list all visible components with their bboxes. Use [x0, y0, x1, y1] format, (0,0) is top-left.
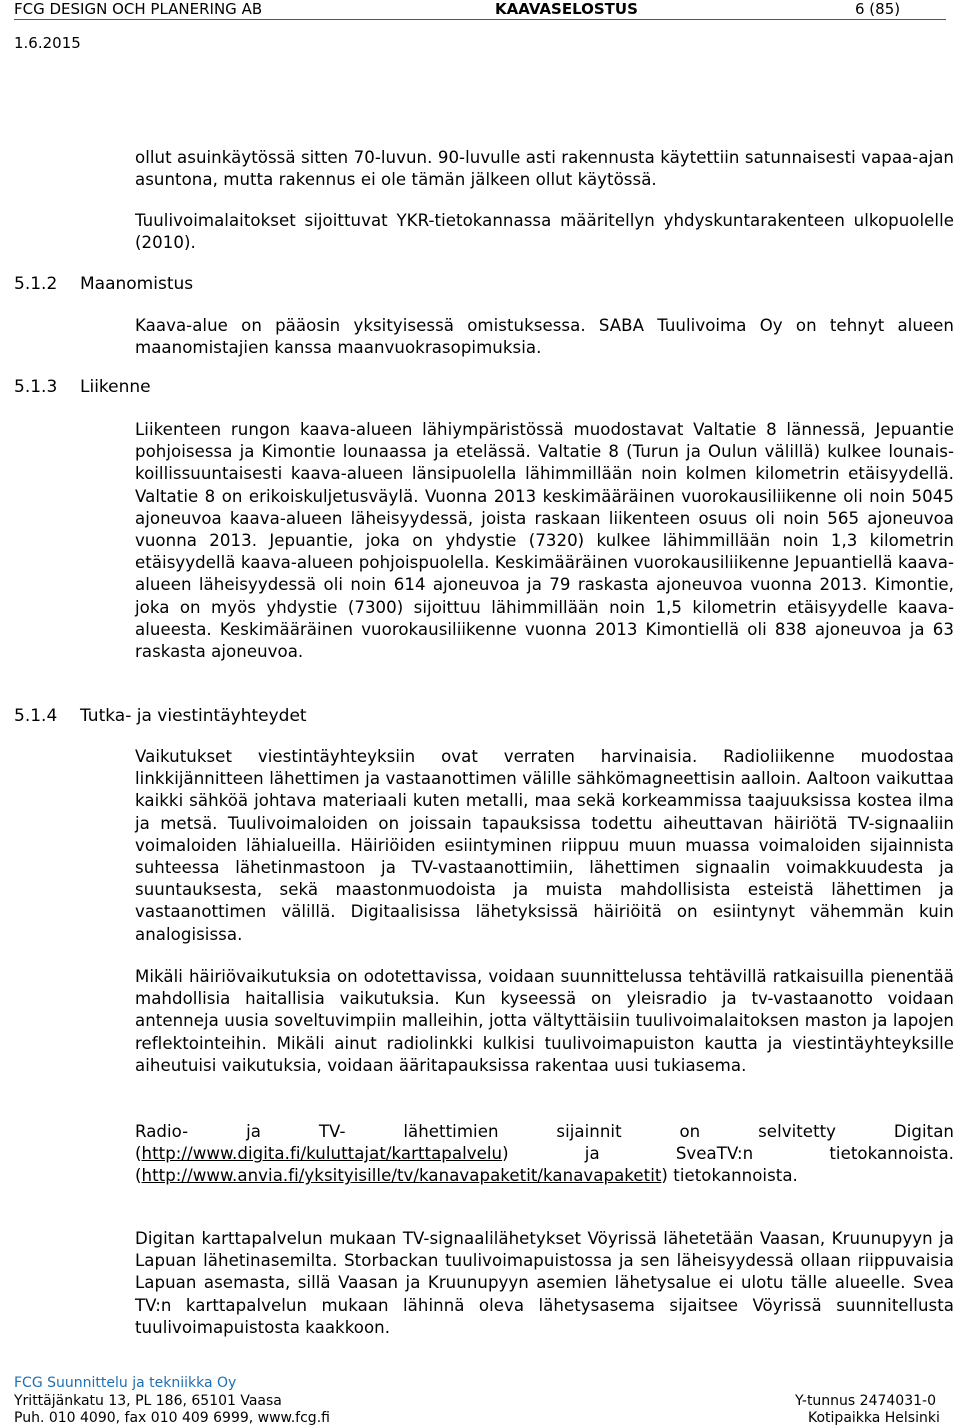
- liikenne-paragraph: Liikenteen rungon kaava-alueen lähiympäristössä muodostavat Valtatie 8 lännessä, Jepuantie pohjoisessa ja Kimontie lounaassa ja etelässä. Valtatie 8 (Turun ja Oulun välillä) kulkee lounais-koillissuuntaisesti kaava-alueen länsipuolella lähimmillään noin kolmen kilometrin etäisyydellä. Valtatie 8 on erikoiskuljetusväylä. Vuonna 2013 keskimääräinen vuorokausiliikenne oli noin 5045 ajoneuvoa kaava-alueen läheisyydessä, joista raskaan liikenteen osuus oli noin 565 ajoneuvoa vuonna 2013. Jepuantie, joka on yhdystie (7320) kulkee lähimmillään noin 1,3 kilometrin etäisyydellä kaava-alueen pohjoispuolella. Keskimääräinen vuorokausiliikenne Jepuantiellä kaava-alueen läheisyydessä oli noin 614 ajoneuvoa ja 79 raskasta ajoneuvoa vuonna 2013. Kimontie, joka on myös yhdystie (7300) sijoittuu lähimmillään noin 1,5 kilometrin etäisyydelle kaava-alueesta. Keskimääräinen vuorokausiliikenne vuonna 2013 Kimontiellä oli 838 ajoneuvoa ja 63 raskasta ajoneuvoa.: [135, 420, 954, 662]
- paragraph-text: Radio- ja TV- lähettimien sijainnit on selvitetty Digitan (: [135, 1122, 954, 1164]
- viestinta-paragraph-3: [135, 1121, 954, 1188]
- viestinta-paragraph-1: Vaikutukset viestintäyhteyksiin ovat verraten harvinaisia. Radioliikenne muodostaa linkkijännitteen lähettimen ja vastaanottimen välille sähkömagneettisin aalloin. Aaltoon vaikuttaa kaikki sähköä johtava materiaali kuten metalli, maa sekä korkeammissa taajuuksissa kostea ilma ja metsä. Tuulivoimaloiden on joissain tapauksissa todettu aiheuttavan häiriötä TV-signaaliin voimaloiden lähialueilla. Häiriöiden esiintyminen riippuu muun muassa voimaloiden sijainnista suhteessa lähetinmastoon ja TV-vastaanottimiin, lähettimen signaalin voimakkuudesta ja suuntauksesta, sekä maastonmuodoista ja muista mahdollisista esteistä lähettimen ja vastaanottimen välillä. Digitaalisissa lähetyksissä häiriöitä on esiintynyt vähemmän kuin analogisissa.: [135, 747, 954, 944]
- footer-business-id: Y-tunnus 2474031-0: [795, 1393, 936, 1409]
- footer-company: FCG Suunnittelu ja tekniikka Oy: [14, 1375, 237, 1391]
- footer-domicile: Kotipaikka Helsinki: [808, 1410, 940, 1426]
- intro-paragraph: ollut asuinkäytössä sitten 70-luvun. 90-luvulle asti rakennusta käytettiin satunnaisesti vapaa-ajan asuntona, mutta rakennus ei ole tämän jälkeen ollut käytössä.: [135, 148, 954, 190]
- paragraph-text: ) ja SveaTV:n tietokannoista.(: [135, 1144, 954, 1186]
- section-number: 5.1.3: [14, 377, 58, 397]
- section-title: Liikenne: [80, 377, 151, 397]
- section-title: Maanomistus: [80, 274, 194, 294]
- anvia-link[interactable]: http://www.anvia.fi/yksityisille/tv/kanavapaketit/kanavapaketit: [141, 1166, 662, 1186]
- footer-contact: Puh. 010 4090, fax 010 409 6999, www.fcg.fi: [14, 1410, 330, 1426]
- header-doc-type: KAAVASELOSTUS: [495, 0, 638, 18]
- section-heading-liikenne: [14, 377, 151, 397]
- digita-link[interactable]: http://www.digita.fi/kuluttajat/karttapalvelu: [141, 1144, 503, 1164]
- header-rule: [14, 19, 946, 20]
- maanomistus-paragraph: Kaava-alue on pääosin yksityisessä omistuksessa. SABA Tuulivoima Oy on tehnyt alueen maanomistajien kanssa maanvuokrasopimuksia.: [135, 316, 954, 358]
- section-number: 5.1.2: [14, 274, 58, 294]
- header-company: FCG DESIGN OCH PLANERING AB: [14, 0, 263, 18]
- section-heading-maanomistus: [14, 274, 193, 294]
- header-page-number: 6 (85): [855, 0, 901, 18]
- header-date: 1.6.2015: [14, 34, 81, 52]
- footer-address: Yrittäjänkatu 13, PL 186, 65101 Vaasa: [14, 1393, 282, 1409]
- ykr-paragraph: Tuulivoimalaitokset sijoittuvat YKR-tietokannassa määritellyn yhdyskuntarakenteen ulkopuolelle (2010).: [135, 211, 954, 253]
- section-number: 5.1.4: [14, 706, 58, 726]
- viestinta-paragraph-2: Mikäli häiriövaikutuksia on odotettavissa, voidaan suunnittelussa tehtävillä ratkaisuilla pienentää mahdollisia haitallisia vaikutuksia. Kun kyseessä on yleisradio ja tv-vastaanotto voidaan antenneja uusia soveltuvimpiin malleihin, jotta vältyttäisiin tuulivoimalaitoksen maston ja lapojen reflektointeihin. Mikäli ainut radiolinkki kulkisi tuulivoimapuiston kautta ja viestintäyhteyksille aiheutuisi vaikutuksia, voidaan ääritapauksissa rakentaa uusi tukiasema.: [135, 967, 954, 1075]
- viestinta-paragraph-4: Digitan karttapalvelun mukaan TV-signaalilähetykset Vöyrissä lähetetään Vaasan, Kruunupyyn ja Lapuan lähetinasemilta. Storbackan tuulivoimapuistossa ja sen läheisyydessä ollaan riippuvaisia Lapuan asemasta, sillä Vaasan ja Kruunupyyn asemien lähetysalue ei ulotu tälle alueelle. Svea TV:n karttapalvelun mukaan lähinnä oleva lähetysasema sijaitsee Vöyrissä suunnitellusta tuulivoimapuistosta kaakkoon.: [135, 1229, 954, 1337]
- section-heading-tutka-viestinta: [14, 706, 307, 726]
- paragraph-text: ) tietokannoista.: [661, 1166, 798, 1186]
- section-title: Tutka- ja viestintäyhteydet: [80, 706, 307, 726]
